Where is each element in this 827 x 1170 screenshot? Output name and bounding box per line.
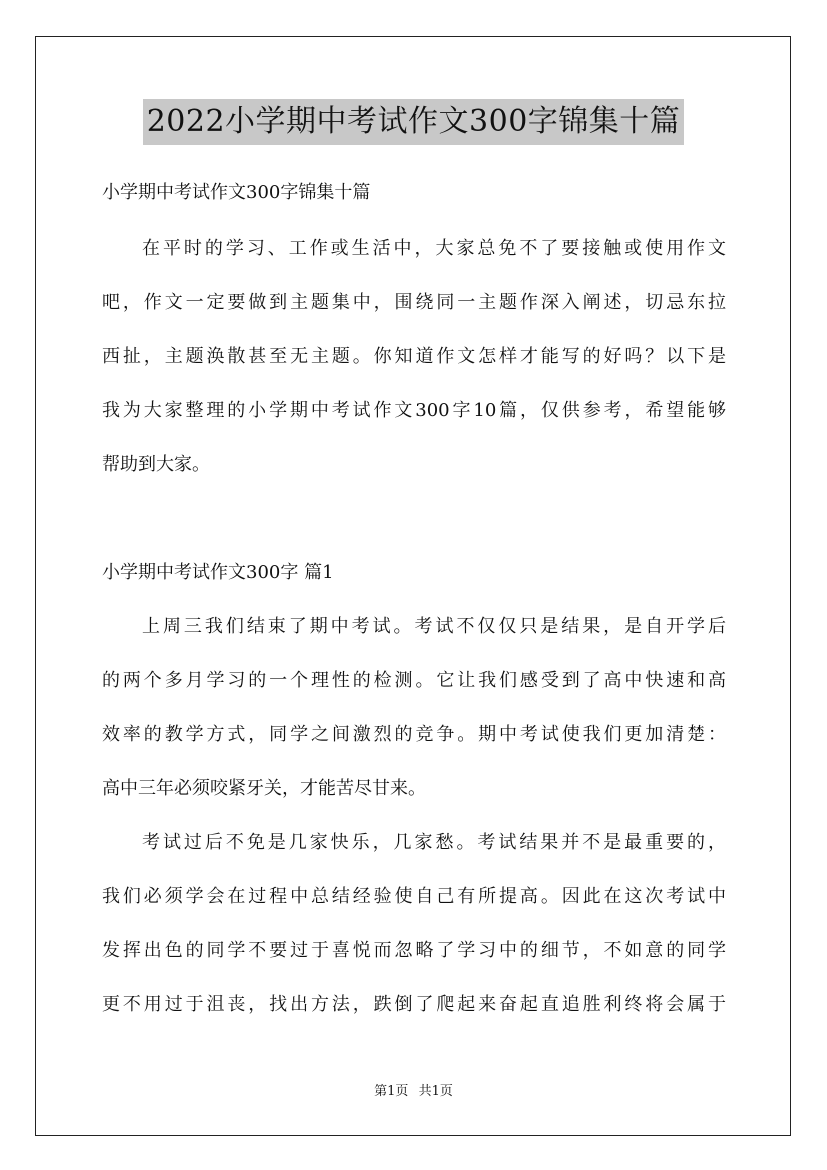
paragraph-line: 的两个多月学习的一个理性的检测。它让我们感受到了高中快速和高 — [102, 670, 726, 691]
intro-line: 吧，作文一定要做到主题集中，围绕同一主题作深入阐述，切忌东拉 — [102, 292, 726, 313]
paragraph-line: 上周三我们结束了期中考试。考试不仅仅只是结果，是自开学后 — [142, 616, 726, 637]
page-number-total: 共1页 — [418, 1084, 453, 1099]
paragraph-line: 考试过后不免是几家快乐，几家愁。考试结果并不是最重要的， — [142, 832, 726, 853]
section-heading: 小学期中考试作文300字 篇1 — [102, 562, 334, 583]
intro-line: 西扯，主题涣散甚至无主题。你知道作文怎样才能写的好吗？以下是 — [102, 346, 726, 367]
intro-line: 我为大家整理的小学期中考试作文300字10篇，仅供参考，希望能够 — [102, 400, 726, 421]
paragraph-line: 高中三年必须咬紧牙关，才能苦尽甘来。 — [102, 778, 426, 799]
intro-line: 在平时的学习、工作或生活中，大家总免不了要接触或使用作文 — [142, 238, 726, 259]
paragraph-line: 我们必须学会在过程中总结经验使自己有所提高。因此在这次考试中 — [102, 886, 726, 907]
paragraph-line: 效率的教学方式，同学之间激烈的竞争。期中考试使我们更加清楚： — [102, 724, 726, 745]
paragraph-line: 发挥出色的同学不要过于喜悦而忽略了学习中的细节，不如意的同学 — [102, 940, 726, 961]
paragraph-line: 更不用过于沮丧，找出方法，跌倒了爬起来奋起直追胜利终将会属于 — [102, 994, 726, 1015]
page-footer — [0, 1083, 827, 1101]
document-subtitle: 小学期中考试作文300字锦集十篇 — [102, 182, 371, 203]
page-number-current: 第1页 — [374, 1084, 409, 1099]
intro-line: 帮助到大家。 — [102, 454, 210, 475]
title-container — [0, 99, 827, 145]
document-title: 2022小学期中考试作文300字锦集十篇 — [143, 99, 685, 145]
